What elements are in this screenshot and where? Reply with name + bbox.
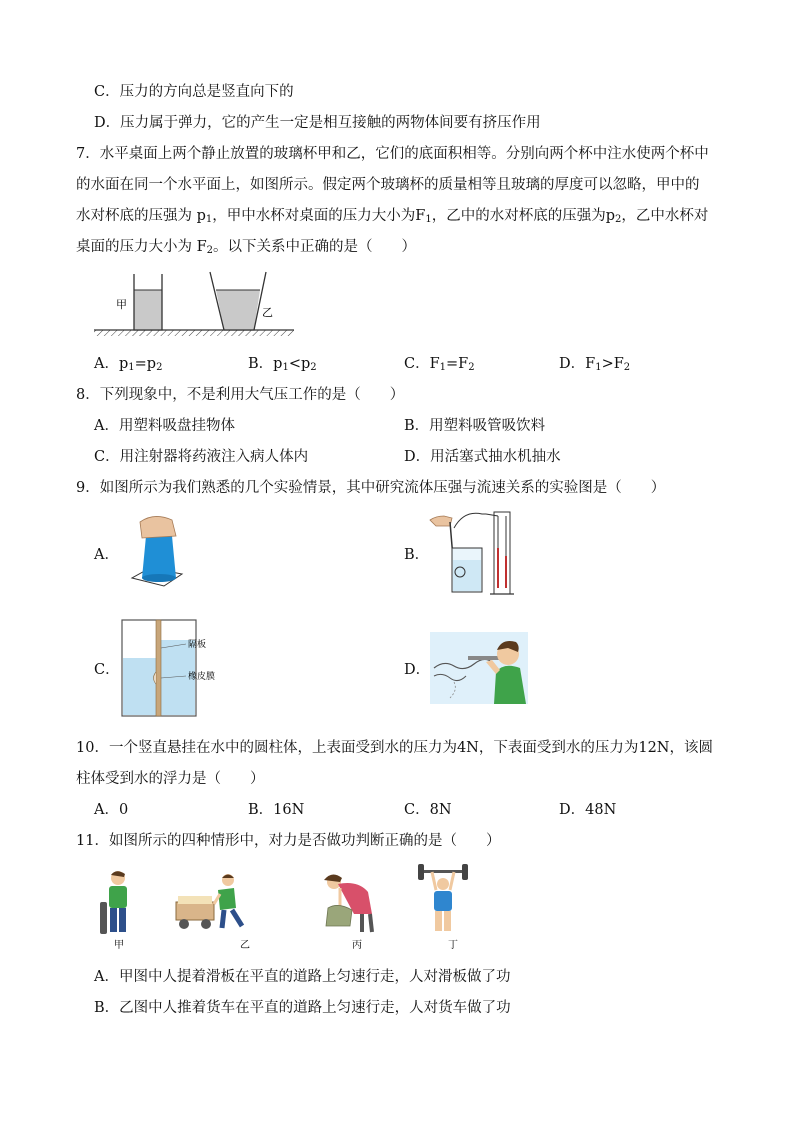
q6-option-d: D．压力属于弹力，它的产生一定是相互接触的两物体间要有挤压作用	[94, 115, 541, 131]
q7-option-d: D．$F_1>F_2$	[559, 356, 631, 373]
q7-option-a: A．$p_1=p_2$	[94, 356, 163, 373]
q11-label-jia: 甲	[114, 940, 124, 951]
q11-figure-yi-pushing-cart	[172, 866, 256, 952]
q8-option-b: B．用塑料吸管吸饮料	[404, 418, 546, 434]
q10-option-c: C．8N	[404, 802, 452, 818]
q9-label-membrane: 橡皮膜	[188, 672, 216, 682]
q11-option-a: A．甲图中人提着滑板在平直的道路上匀速行走，人对滑板做了功	[94, 969, 511, 985]
q9-figure-c-partition-container	[120, 618, 230, 720]
q11-figure-jia-carrying-skateboard	[96, 866, 140, 952]
q9-option-b: B．	[404, 547, 430, 563]
q7-label-yi: 乙	[262, 306, 273, 319]
q9-option-a: A．	[94, 547, 119, 563]
q11-label-ding: 丁	[448, 940, 458, 951]
q11-figure-ding-holding-barbell	[416, 864, 470, 952]
q7-option-c: C．$F_1=F_2$	[404, 356, 475, 373]
q7-stem-line3: 水对杯底的压强为 $p_1$，甲中水杯对桌面的压力大小为$F_1$，乙中的水对杯底的压强为$p_2$，乙中水杯对	[76, 208, 709, 225]
q9-label-partition: 隔板	[188, 640, 207, 650]
q7-glasses-figure	[94, 268, 299, 340]
q7-stem-line1: 7．水平桌面上两个静止放置的玻璃杯甲和乙，它们的底面积相等。分别向两个杯中注水使两个杯中	[76, 146, 709, 162]
q9-option-d: D．	[404, 662, 431, 678]
q10-option-a: A．0	[94, 802, 129, 818]
q7-stem-line4: 桌面的压力大小为 $F_2$。以下关系中正确的是（ ）	[76, 239, 417, 256]
q6-option-c: C．压力的方向总是竖直向下的	[94, 84, 294, 100]
q11-label-bing: 丙	[352, 940, 362, 951]
q7-option-b: B．$p_1<p_2$	[248, 356, 317, 373]
q11-label-yi: 乙	[240, 940, 250, 951]
q9-figure-b-pressure-gauge	[430, 508, 518, 596]
q11-option-b: B．乙图中人推着货车在平直的道路上匀速行走，人对货车做了功	[94, 1000, 511, 1016]
q9-stem: 9．如图所示为我们熟悉的几个实验情景，其中研究流体压强与流速关系的实验图是（ ）	[76, 480, 666, 496]
q11-figure-bing-lifting-bag	[318, 866, 380, 952]
q7-stem-line2: 的水面在同一个水平面上，如图所示。假定两个玻璃杯的质量相等且玻璃的厚度可以忽略，甲中的	[76, 177, 700, 193]
q7-label-jia: 甲	[116, 298, 127, 311]
q8-option-c: C．用注射器将药液注入病人体内	[94, 449, 309, 465]
q10-option-d: D．48N	[559, 802, 617, 818]
q11-stem: 11．如图所示的四种情形中，对力是否做功判断正确的是（ ）	[76, 833, 501, 849]
q9-figure-d-blowing-boy	[430, 632, 528, 704]
q8-option-a: A．用塑料吸盘挂物体	[94, 418, 235, 434]
q10-stem-line1: 10．一个竖直悬挂在水中的圆柱体，上表面受到水的压力为4N，下表面受到水的压力为12N，该圆	[76, 740, 713, 756]
q9-option-c: C．	[94, 662, 120, 678]
q8-stem: 8．下列现象中，不是利用大气压工作的是（ ）	[76, 387, 405, 403]
q9-figure-a-inverted-cup	[124, 512, 186, 592]
q10-option-b: B．16N	[248, 802, 305, 818]
q10-stem-line2: 柱体受到水的浮力是（ ）	[76, 771, 265, 787]
q8-option-d: D．用活塞式抽水机抽水	[404, 449, 561, 465]
